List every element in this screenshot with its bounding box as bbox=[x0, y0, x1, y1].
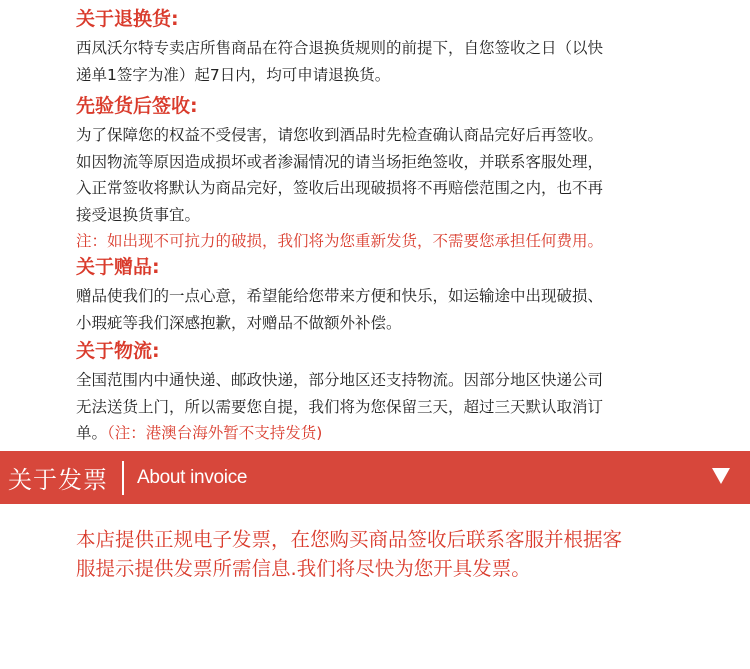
triangle-down-icon[interactable] bbox=[712, 468, 730, 484]
returns-title: 关于退换货: bbox=[76, 8, 179, 30]
banner-divider bbox=[122, 461, 124, 495]
inspection-note: 注：如出现不可抗力的破损，我们将为您重新发货，不需要您承担任何费用。 bbox=[76, 232, 604, 250]
gifts-title: 关于赠品: bbox=[76, 256, 160, 278]
gifts-section bbox=[76, 255, 706, 336]
invoice-banner-title-zh: 关于发票 bbox=[8, 466, 108, 494]
logistics-body-text: 全国范围内中通快递、邮政快递，部分地区还支持物流。因部分地区快递公司 无法送货上门，所以需要您自提，我们将为您保留三天，超过三天默认取消订 单。 bbox=[76, 371, 604, 442]
invoice-banner-title-en: About invoice bbox=[137, 466, 248, 488]
invoice-body: 本店提供正规电子发票，在您购买商品签收后联系客服并根据客 服提示提供发票所需信息.我们将尽快为您开具发票。 bbox=[76, 528, 623, 580]
inspection-title: 先验货后签收: bbox=[76, 95, 198, 117]
returns-section bbox=[76, 7, 706, 88]
gifts-body: 赠品使我们的一点心意，希望能给您带来方便和快乐，如运输途中出现破损、 小瑕疵等我们深感抱歉，对赠品不做额外补偿。 bbox=[76, 287, 604, 332]
returns-body: 西凤沃尔特专卖店所售商品在符合退换货规则的前提下，自您签收之日（以快 递单1签字为准）起7日内，均可申请退换货。 bbox=[76, 39, 604, 84]
logistics-note: （注：港澳台海外暂不支持发货) bbox=[107, 424, 323, 442]
logistics-section bbox=[76, 339, 706, 447]
logistics-title: 关于物流: bbox=[76, 340, 160, 362]
invoice-banner[interactable] bbox=[0, 451, 750, 504]
logistics-body bbox=[76, 367, 706, 447]
inspection-body: 为了保障您的权益不受侵害，请您收到酒品时先检查确认商品完好后再签收。 如因物流等原因造成损坏或者渗漏情况的请当场拒绝签收，并联系客服处理， 入正常签收将默认为商品完好，签收后出现破损将不再赔偿范围之内，也不再 接受退换货事宜。 bbox=[76, 126, 604, 224]
inspection-section bbox=[76, 94, 706, 255]
